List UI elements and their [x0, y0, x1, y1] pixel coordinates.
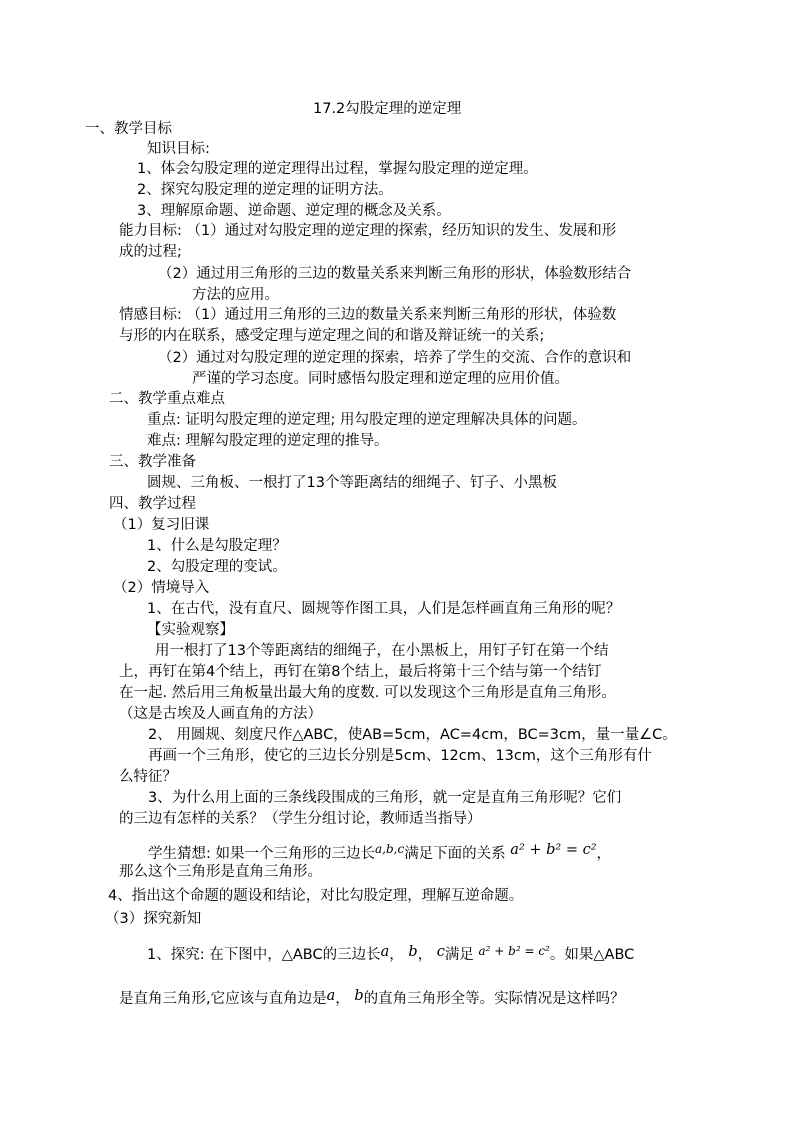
math-variable: b — [408, 944, 418, 960]
paragraph-line: 1、体会勾股定理的逆定理得出过程，掌握勾股定理的逆定理。 — [137, 161, 538, 177]
text-run: ， — [389, 947, 404, 963]
paragraph-line: 用一根打了13个等距离结的细绳子，在小黑板上，用钉子钉在第一个结 — [155, 643, 609, 659]
subheading: （1）复习旧课 — [113, 517, 210, 533]
text-run: 学生猜想: 如果一个三角形的三边长 — [148, 846, 375, 862]
text-run: ， — [596, 846, 612, 862]
paragraph-line — [148, 839, 611, 864]
paragraph-line: （2）通过用三角形的三边的数量关系来判断三角形的形状，体验数形结合 — [158, 266, 632, 282]
paragraph-line: 情感目标: （1）通过用三角形的三边的数量关系来判断三角形的形状，体验数 — [119, 307, 617, 323]
text-run: 的直角三角形全等。实际情况是这样吗？ — [363, 991, 625, 1007]
paragraph-line: 与形的内在联系，感受定理与逆定理之间的和谐及辩证统一的关系; — [119, 328, 545, 344]
text-run: 满足 — [444, 947, 474, 963]
subheading: 【实验观察】 — [147, 622, 234, 638]
section-heading: 一、教学目标 — [85, 121, 172, 137]
section-heading: 二、教学重点难点 — [109, 391, 225, 407]
paragraph-line: 么特征？ — [119, 769, 177, 785]
paragraph-line: 2、勾股定理的变试。 — [147, 559, 287, 575]
math-variable: b — [354, 988, 364, 1004]
paragraph-line: 能力目标: （1）通过对勾股定理的逆定理的探索，经历知识的发生、发展和形 — [119, 223, 617, 239]
text-run: 。如果△ABC — [549, 947, 635, 963]
math-variables: a,b,c — [375, 842, 405, 856]
paragraph-line: 2、 用圆规、刻度尺作△ABC，使AB=5cm，AC=4cm，BC=3cm，量一量∠C。 — [148, 727, 677, 743]
paragraph-line: 难点: 理解勾股定理的逆定理的推导。 — [147, 433, 389, 449]
paragraph-line: 再画一个三角形，使它的三边长分别是5cm、12cm、13cm，这个三角形有什 — [148, 748, 652, 764]
paragraph-line: 3、理解原命题、逆命题、逆定理的概念及关系。 — [137, 203, 451, 219]
paragraph-line: 方法的应用。 — [192, 287, 279, 303]
paragraph-line: 重点: 证明勾股定理的逆定理; 用勾股定理的逆定理解决具体的问题。 — [147, 412, 587, 428]
paragraph-line: 的三边有怎样的关系？（学生分组讨论，教师适当指导） — [119, 811, 482, 827]
paragraph-line — [119, 986, 625, 1009]
paragraph-line: 那么这个三角形是直角三角形。 — [119, 864, 322, 880]
paragraph-line: 严谨的学习态度。同时感悟勾股定理和逆定理的应用价值。 — [192, 371, 569, 387]
paragraph-line: 3、为什么用上面的三条线段围成的三角形，就一定是直角三角形呢？它们 — [148, 790, 622, 806]
math-variable: a — [326, 988, 336, 1004]
text-run: 满足下面的关系 — [404, 846, 506, 862]
text-run: 1、探究: 在下图中，△ABC的三边长 — [147, 947, 381, 963]
paragraph-line: 上，再钉在第4个结上，再钉在第8个结上，最后将第十三个结与第一个结钉 — [119, 664, 602, 680]
paragraph-line: （2）通过对勾股定理的逆定理的探索，培养了学生的交流、合作的意识和 — [158, 350, 632, 366]
paragraph-line: （这是古埃及人画直角的方法） — [119, 706, 322, 722]
subheading: 知识目标: — [147, 141, 210, 157]
section-heading: 四、教学过程 — [109, 496, 196, 512]
paragraph-line: 在一起. 然后用三角板量出最大角的度数. 可以发现这个三角形是直角三角形。 — [119, 685, 616, 701]
section-heading: 三、教学准备 — [109, 454, 196, 470]
math-formula: a² + b² = c² — [510, 842, 597, 858]
paragraph-line: 圆规、三角板、一根打了13个等距离结的细绳子、钉子、小黑板 — [147, 475, 557, 491]
subheading: （3）探究新知 — [105, 911, 202, 927]
paragraph-line: 1、什么是勾股定理？ — [147, 538, 287, 554]
paragraph-line — [147, 941, 634, 965]
paragraph-line: 2、探究勾股定理的逆定理的证明方法。 — [137, 182, 393, 198]
page-title: 17.2勾股定理的逆定理 — [313, 101, 462, 117]
math-variable: a — [380, 944, 390, 960]
paragraph-line: 成的过程; — [119, 244, 182, 260]
text-run: 是直角三角形,它应该与直角边是 — [119, 991, 327, 1007]
text-run: ， — [335, 991, 350, 1007]
paragraph-line: 4、指出这个命题的题设和结论，对比勾股定理，理解互逆命题。 — [108, 888, 524, 904]
subheading: （2）情境导入 — [113, 580, 210, 596]
math-variable: c — [436, 944, 445, 960]
paragraph-line: 1、在古代，没有直尺、圆规等作图工具，人们是怎样画直角三角形的呢？ — [147, 601, 621, 617]
text-run: ， — [417, 947, 433, 963]
math-formula: a² + b² = c² — [478, 944, 550, 958]
